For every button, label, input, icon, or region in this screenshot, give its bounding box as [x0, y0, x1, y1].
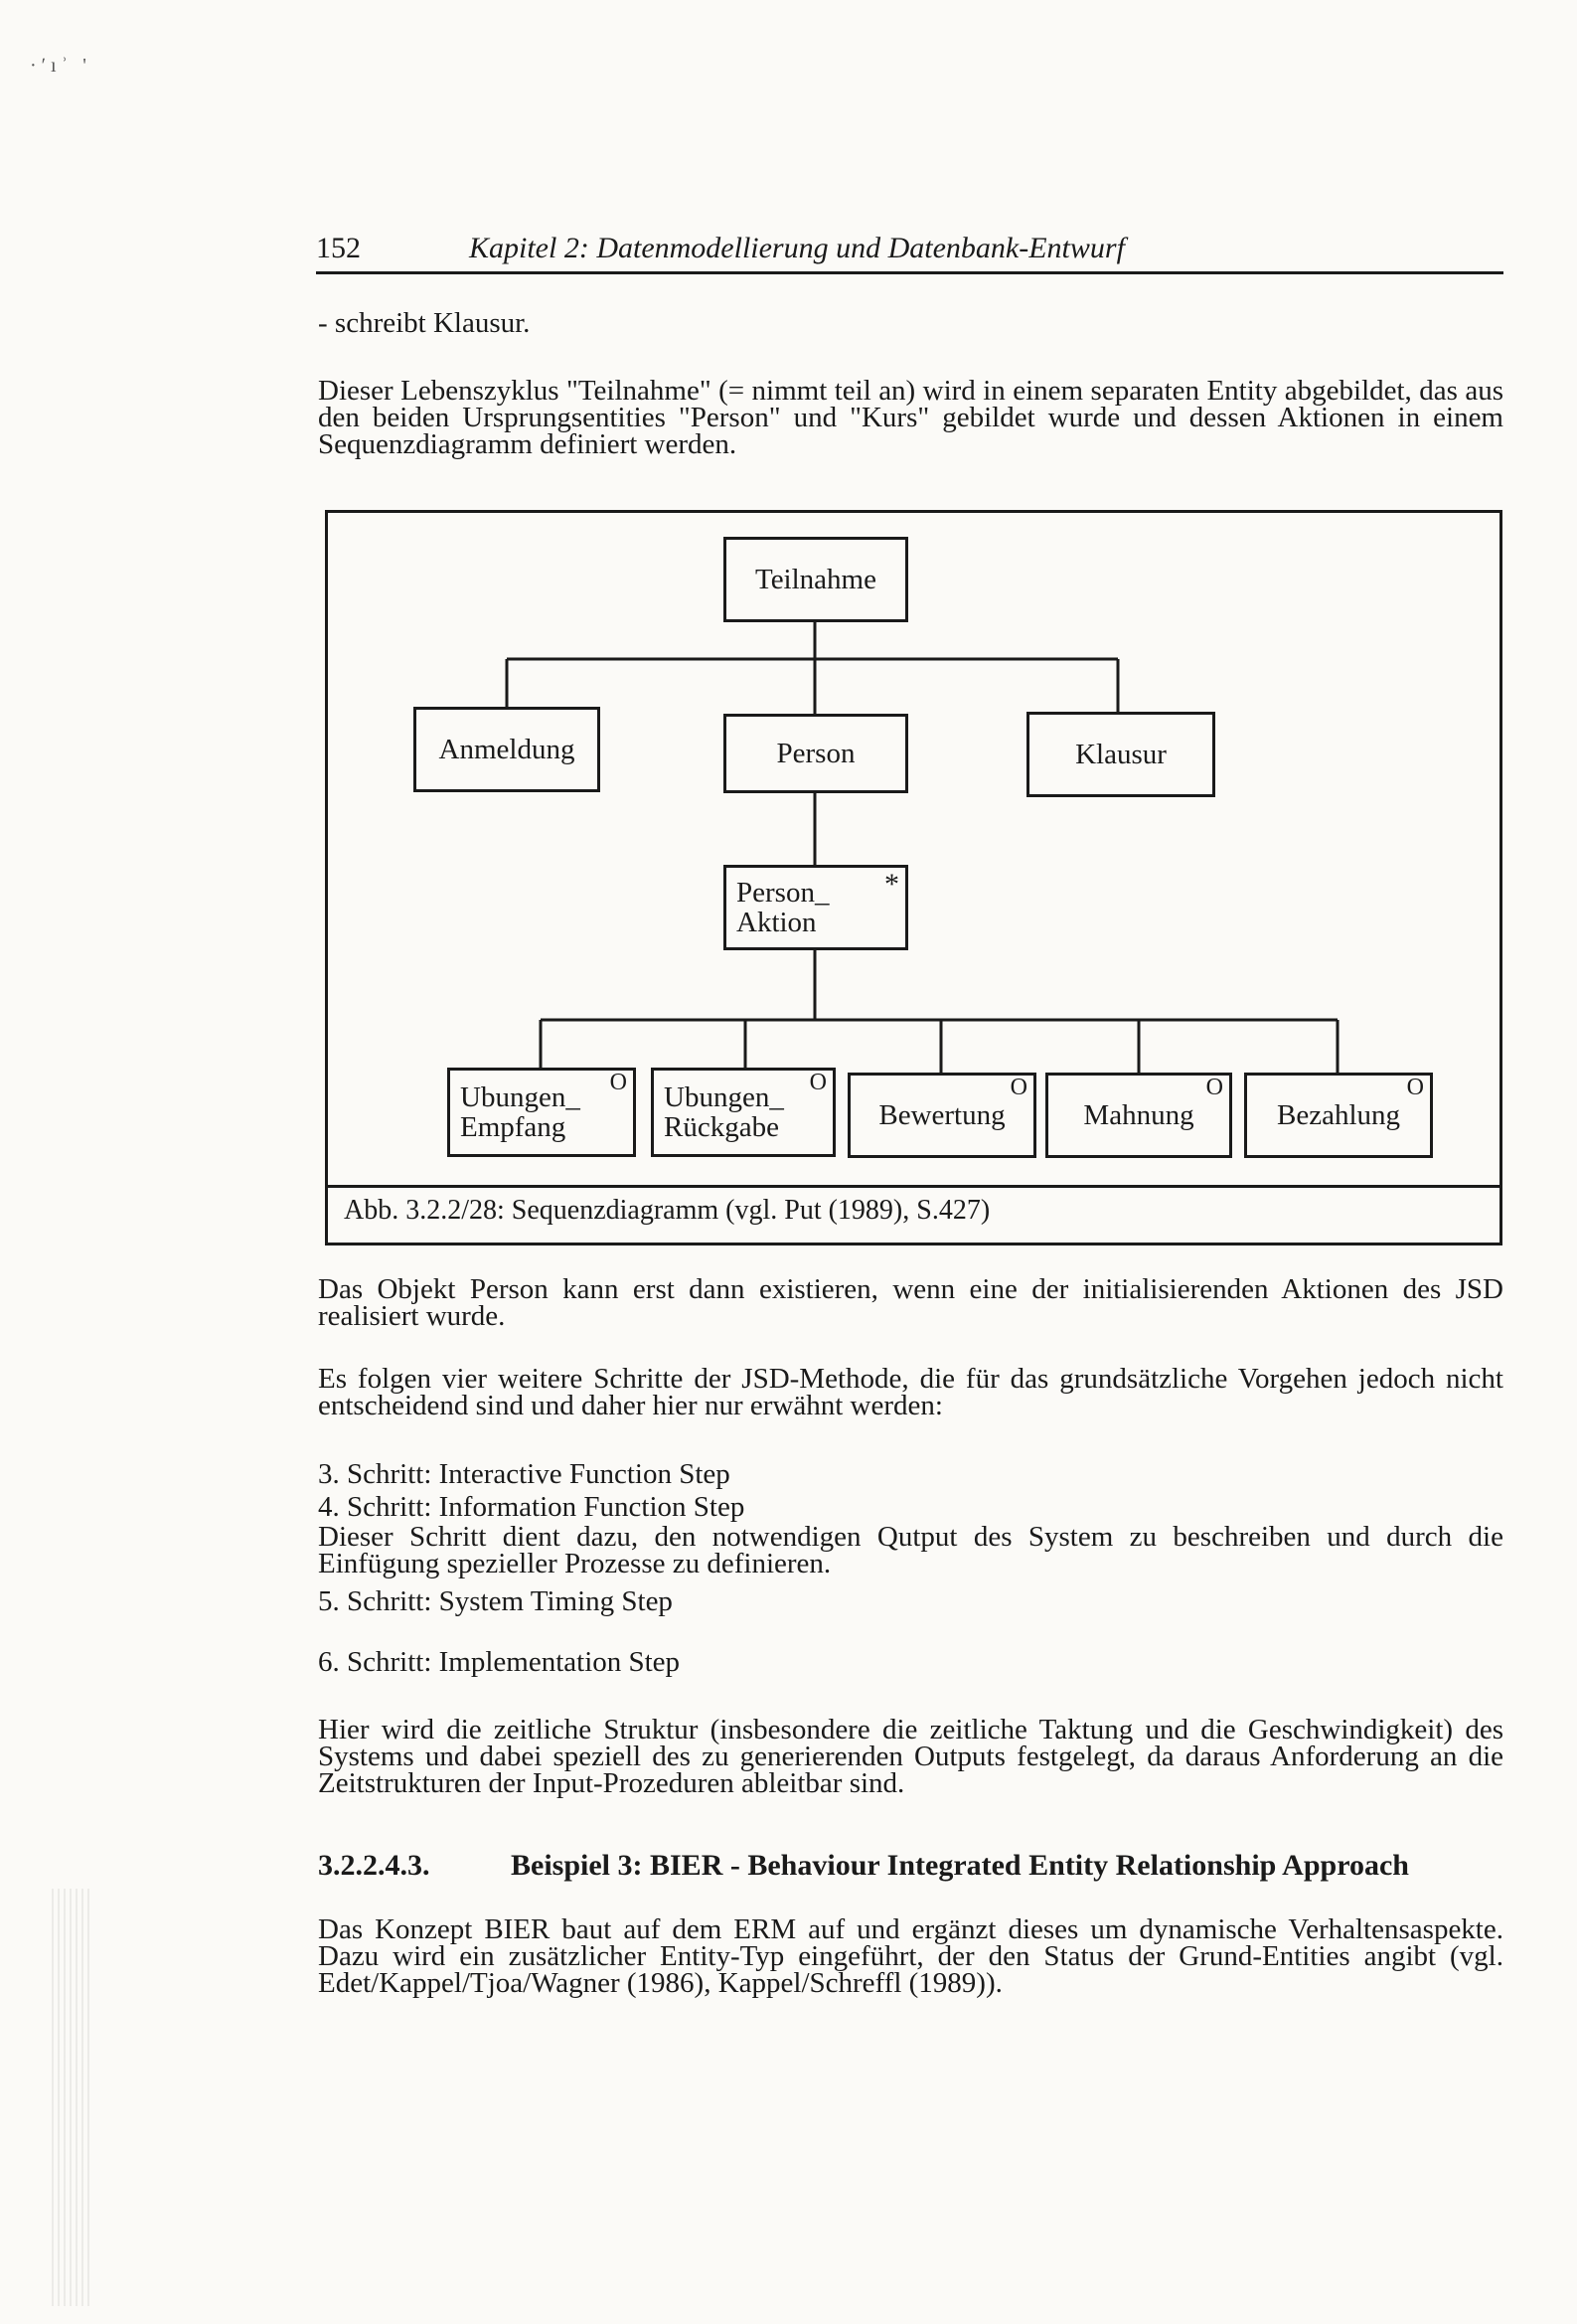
node-label: Bewertung [878, 1098, 1006, 1131]
step-4: 4. Schritt: Information Function Step [318, 1491, 745, 1523]
page-number: 152 [316, 232, 361, 264]
figure-caption: Abb. 3.2.2/28: Sequenzdiagramm (vgl. Put (1989), S.427) [344, 1195, 991, 1226]
node-person-aktion [723, 865, 908, 950]
paragraph-timing: Hier wird die zeitliche Struktur (insbesondere die zeitliche Taktung und die Geschwindigkeit) des Systems und dabei speziell des zu generierenden Outputs festgelegt, da daraus Anforderung an die Zeitstrukturen der Input-Prozeduren ableitbar sind. [318, 1714, 1503, 1799]
selection-circle-icon: O [1205, 1075, 1223, 1100]
node-label: Person [776, 737, 856, 769]
sequence-diagram-figure [325, 510, 1502, 1245]
selection-circle-icon: O [1406, 1075, 1424, 1100]
node-mahnung [1045, 1073, 1232, 1158]
node-klausur [1026, 712, 1215, 797]
caption-divider [328, 1185, 1499, 1188]
selection-circle-icon: O [809, 1070, 827, 1095]
list-continuation: - schreibt Klausur. [318, 307, 531, 339]
step-6: 6. Schritt: Implementation Step [318, 1646, 681, 1678]
section-number: 3.2.2.4.3. [318, 1849, 430, 1882]
node-anmeldung [413, 707, 600, 792]
node-label-line1: Person_ [736, 877, 830, 909]
node-label: Mahnung [1083, 1098, 1194, 1131]
node-label-line2: Rückgabe [664, 1111, 779, 1143]
node-label: Anmeldung [438, 733, 575, 765]
step-3: 3. Schritt: Interactive Function Step [318, 1458, 730, 1490]
node-label-line2: Aktion [736, 907, 817, 938]
paragraph-person-object: Das Objekt Person kann erst dann existieren, wenn eine der initialisierenden Aktionen des JSD realisiert wurde. [318, 1273, 1503, 1332]
paragraph-further-steps: Es folgen vier weitere Schritte der JSD-Methode, die für das grundsätzliche Vorgehen jedoch nicht entscheidend sind und daher hier nur erwähnt werden: [318, 1363, 1503, 1421]
step-4-description: Dieser Schritt dient dazu, den notwendigen Qutput des System zu beschreiben und durch die Einfügung spezieller Prozesse zu definieren. [318, 1521, 1503, 1579]
node-bezahlung [1244, 1073, 1433, 1158]
step-5: 5. Schritt: System Timing Step [318, 1585, 673, 1617]
node-ubungen-empfang [447, 1068, 636, 1157]
node-person [723, 714, 908, 793]
node-label-line1: Ubungen_ [460, 1081, 580, 1113]
iteration-star-icon: * [884, 868, 899, 901]
paragraph-lifecycle: Dieser Lebenszyklus "Teilnahme" (= nimmt teil an) wird in einem separaten Entity abgebildet, das aus den beiden Ursprungsentities "Person" und "Kurs" gebildet wurde und dessen Aktionen in einem Sequenzdiagramm definiert werden. [318, 375, 1503, 460]
node-label-line2: Empfang [460, 1111, 566, 1143]
section-title: Beispiel 3: BIER - Behaviour Integrated Entity Relationship Approach [511, 1849, 1409, 1882]
scan-margin-marks: · ʹ ı ʾ ' [30, 55, 86, 77]
node-bewertung [848, 1073, 1036, 1158]
scan-gutter-shadow [52, 1889, 91, 2306]
chapter-title: Kapitel 2: Datenmodellierung und Datenbank-Entwurf [469, 232, 1125, 264]
selection-circle-icon: O [609, 1070, 627, 1095]
node-label: Klausur [1075, 738, 1167, 770]
selection-circle-icon: O [1010, 1075, 1027, 1100]
page-header [316, 232, 1503, 274]
node-ubungen-rueckgabe [651, 1068, 836, 1157]
paragraph-bier: Das Konzept BIER baut auf dem ERM auf und ergänzt dieses um dynamische Verhaltensaspekte. Dazu wird ein zusätzlicher Entity-Typ eingeführt, der den Status der Grund-Entities angibt (vgl. Edet/Kappel/Tjoa/Wagner (1986), Kappel/Schreffl (1989)). [318, 1913, 1503, 1999]
node-label: Teilnahme [755, 563, 876, 595]
node-label: Bezahlung [1276, 1098, 1400, 1131]
node-label-line1: Ubungen_ [664, 1081, 784, 1113]
node-teilnahme [723, 537, 908, 622]
